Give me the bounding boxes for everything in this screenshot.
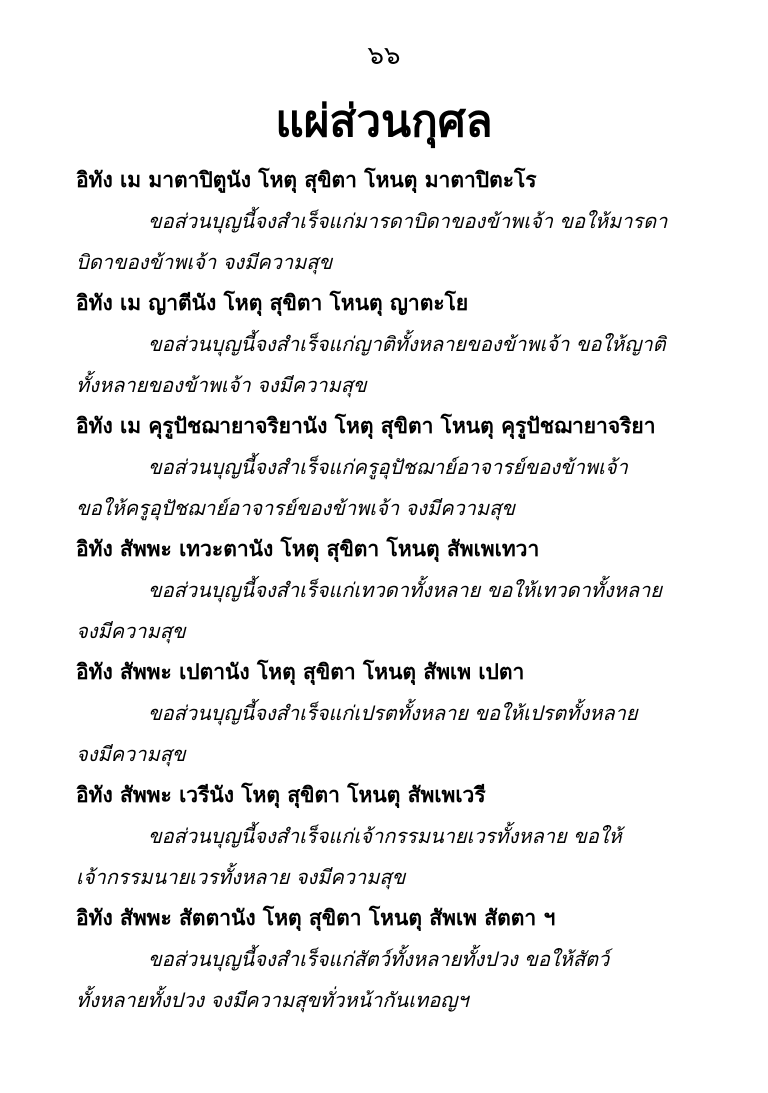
translation [76, 693, 704, 775]
page-title: แผ่ส่วนกุศล [275, 96, 493, 147]
dedication-section-parents [76, 160, 704, 283]
translation [76, 816, 704, 898]
translation-line: เจ้ากรรมนายเวรทั้งหลาย จงมีความสุข [76, 865, 406, 889]
translation-line: ขอส่วนบุญนี้จงสำเร็จแก่ครูอุปัชฌาย์อาจารย์ของข้าพเจ้า [148, 455, 628, 479]
translation-line: ขอส่วนบุญนี้จงสำเร็จแก่สัตว์ทั้งหลายทั้งปวง ขอให้สัตว์ [148, 947, 610, 971]
translation-line: จงมีความสุข [76, 619, 186, 643]
pali-verse: อิทัง เม มาตาปิตูนัง โหตุ สุขิตา โหนตุ มาตาปิตะโร [76, 168, 537, 192]
pali-verse: อิทัง สัพพะ สัตตานัง โหตุ สุขิตา โหนตุ สัพเพ สัตตา ฯ [76, 906, 556, 930]
dedication-section-devas [76, 529, 704, 652]
pali-verse: อิทัง เม ญาตีนัง โหตุ สุขิตา โหนตุ ญาตะโย [76, 291, 469, 315]
dedication-section-petas [76, 652, 704, 775]
translation [76, 939, 704, 1021]
page-number: ๖๖ [367, 41, 401, 71]
pali-verse: อิทัง สัพพะ เวรีนัง โหตุ สุขิตา โหนตุ สัพเพเวรี [76, 783, 486, 807]
translation [76, 201, 704, 283]
translation-line: ทั้งหลายของข้าพเจ้า จงมีความสุข [76, 373, 367, 397]
dedication-section-all-beings [76, 898, 704, 1021]
dedication-section-relatives [76, 283, 704, 406]
translation-line: ขอส่วนบุญนี้จงสำเร็จแก่มารดาบิดาของข้าพเจ้า ขอให้มารดา [148, 209, 668, 233]
dedication-content [76, 160, 704, 1021]
translation-line: ขอส่วนบุญนี้จงสำเร็จแก่ญาติทั้งหลายของข้าพเจ้า ขอให้ญาติ [148, 332, 666, 356]
translation-line: ขอส่วนบุญนี้จงสำเร็จแก่เจ้ากรรมนายเวรทั้งหลาย ขอให้ [148, 824, 622, 848]
pali-verse: อิทัง เม คุรูปัชฌายาจริยานัง โหตุ สุขิตา โหนตุ คุรูปัชฌายาจริยา [76, 414, 656, 438]
translation-line: ขอส่วนบุญนี้จงสำเร็จแก่เปรตทั้งหลาย ขอให้เปรตทั้งหลาย [148, 701, 638, 725]
dedication-section-teachers [76, 406, 704, 529]
pali-verse: อิทัง สัพพะ เปตานัง โหตุ สุขิตา โหนตุ สัพเพ เปตา [76, 660, 525, 684]
translation [76, 324, 704, 406]
pali-verse: อิทัง สัพพะ เทวะตานัง โหตุ สุขิตา โหนตุ สัพเพเทวา [76, 537, 540, 561]
translation-line: บิดาของข้าพเจ้า จงมีความสุข [76, 250, 333, 274]
translation [76, 570, 704, 652]
translation [76, 447, 704, 529]
translation-line: ขอให้ครูอุปัชฌาย์อาจารย์ของข้าพเจ้า จงมีความสุข [76, 496, 515, 520]
dedication-section-karmic-creditors [76, 775, 704, 898]
translation-line: จงมีความสุข [76, 742, 186, 766]
translation-line: ทั้งหลายทั้งปวง จงมีความสุขทั่วหน้ากันเทอญฯ [76, 988, 469, 1012]
translation-line: ขอส่วนบุญนี้จงสำเร็จแก่เทวดาทั้งหลาย ขอให้เทวดาทั้งหลาย [148, 578, 663, 602]
